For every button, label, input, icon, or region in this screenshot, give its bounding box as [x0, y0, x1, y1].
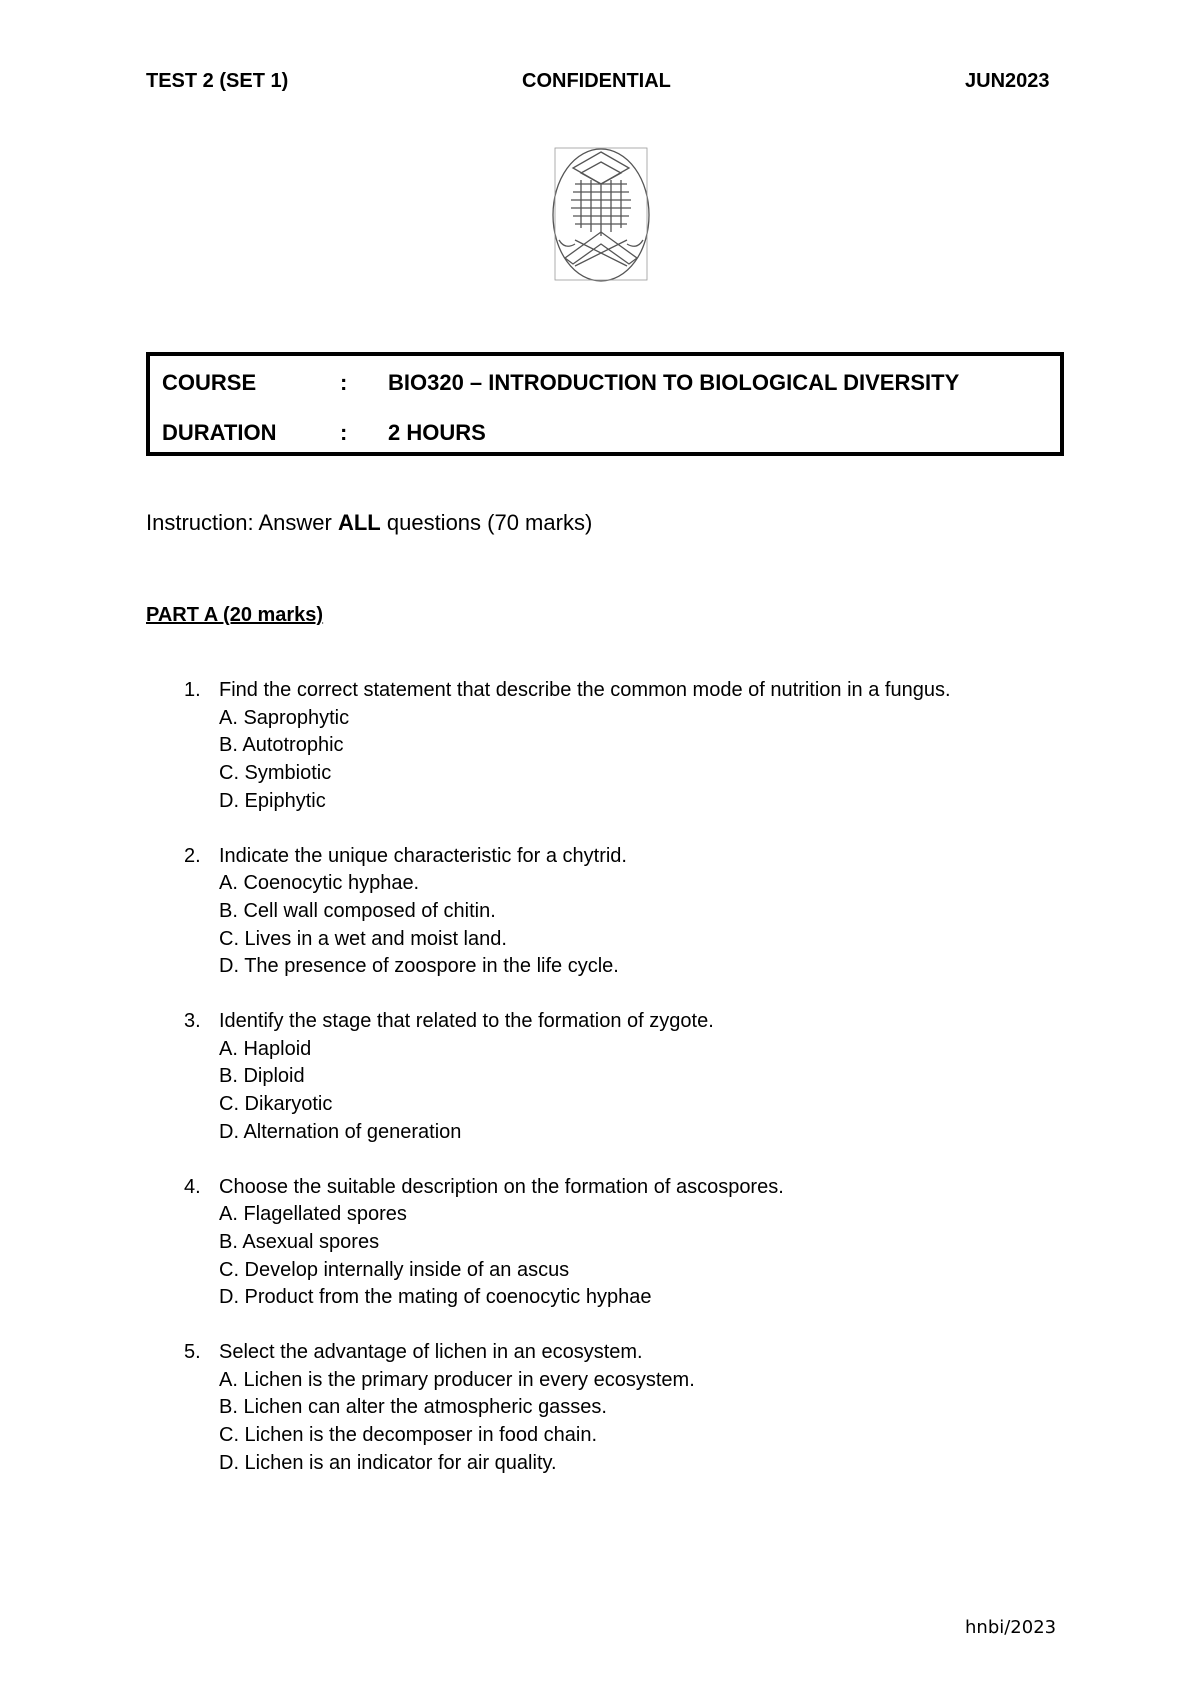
answer-option: C. Symbiotic — [219, 762, 332, 785]
answer-option: D. Epiphytic — [219, 789, 326, 812]
answer-options — [219, 1201, 1106, 1312]
question-text: Find the correct statement that describe the common mode of nutrition in a fungus. — [219, 679, 951, 701]
answer-option: B. Asexual spores — [219, 1230, 380, 1253]
question-text: Choose the suitable description on the formation of ascospores. — [219, 1175, 784, 1198]
answer-option: D. Product from the mating of coenocytic hyphae — [219, 1286, 652, 1309]
question-number: 3. — [184, 1010, 201, 1033]
duration-value: 2 HOURS — [388, 420, 486, 445]
question-2 — [146, 843, 1106, 982]
question-number: 1. — [184, 679, 201, 701]
question-4 — [146, 1174, 1106, 1313]
course-value: BIO320 – INTRODUCTION TO BIOLOGICAL DIVERSITY — [388, 370, 960, 395]
duration-colon: : — [340, 420, 348, 445]
question-number: 5. — [184, 1341, 201, 1364]
header-confidential: CONFIDENTIAL — [522, 70, 671, 92]
answer-option: B. Diploid — [219, 1065, 305, 1088]
answer-option: B. Lichen can alter the atmospheric gasses. — [219, 1396, 607, 1419]
instruction-emphasis: ALL — [337, 510, 381, 535]
answer-option: C. Dikaryotic — [219, 1093, 333, 1116]
answer-option: D. The presence of zoospore in the life cycle. — [219, 955, 619, 978]
duration-label: DURATION — [162, 420, 277, 445]
question-number: 4. — [184, 1175, 201, 1198]
answer-option: B. Cell wall composed of chitin. — [219, 899, 496, 922]
course-label: COURSE — [162, 370, 257, 395]
answer-option: A. Saprophytic — [219, 706, 350, 729]
answer-options — [219, 705, 1106, 816]
answer-option: C. Lives in a wet and moist land. — [219, 927, 507, 950]
part-a-title: PART A (20 marks) — [146, 604, 324, 626]
instruction-suffix: questions (70 marks) — [380, 510, 593, 535]
question-1 — [146, 677, 1106, 816]
answer-option: B. Autotrophic — [219, 734, 344, 757]
instruction-text — [146, 510, 592, 536]
answer-option: D. Lichen is an indicator for air quality. — [219, 1451, 557, 1474]
question-list — [146, 677, 1106, 1505]
question-text: Identify the stage that related to the formation of zygote. — [219, 1010, 714, 1033]
answer-option: C. Lichen is the decomposer in food chain. — [219, 1424, 597, 1447]
answer-option: A. Coenocytic hyphae. — [219, 872, 420, 895]
question-5 — [146, 1339, 1106, 1478]
header-test-set: TEST 2 (SET 1) — [146, 70, 289, 92]
header-session: JUN2023 — [965, 70, 1050, 92]
answer-option: D. Alternation of generation — [219, 1120, 462, 1143]
question-3 — [146, 1008, 1106, 1147]
instruction-prefix: Instruction: Answer — [146, 510, 338, 535]
question-text: Select the advantage of lichen in an ecosystem. — [219, 1341, 643, 1364]
footer-code: hnbi/2023 — [965, 1617, 1057, 1638]
answer-options — [219, 1367, 1106, 1478]
answer-option: A. Flagellated spores — [219, 1203, 407, 1226]
answer-option: A. Lichen is the primary producer in every ecosystem. — [219, 1368, 695, 1391]
answer-option: C. Develop internally inside of an ascus — [219, 1258, 570, 1281]
answer-options — [219, 870, 1106, 981]
question-number: 2. — [184, 844, 201, 867]
course-info-box — [146, 352, 1064, 456]
question-text: Indicate the unique characteristic for a chytrid. — [219, 844, 627, 867]
answer-options — [219, 1036, 1106, 1147]
answer-option: A. Haploid — [219, 1037, 312, 1060]
university-crest-icon — [545, 140, 657, 290]
course-colon: : — [340, 370, 348, 395]
